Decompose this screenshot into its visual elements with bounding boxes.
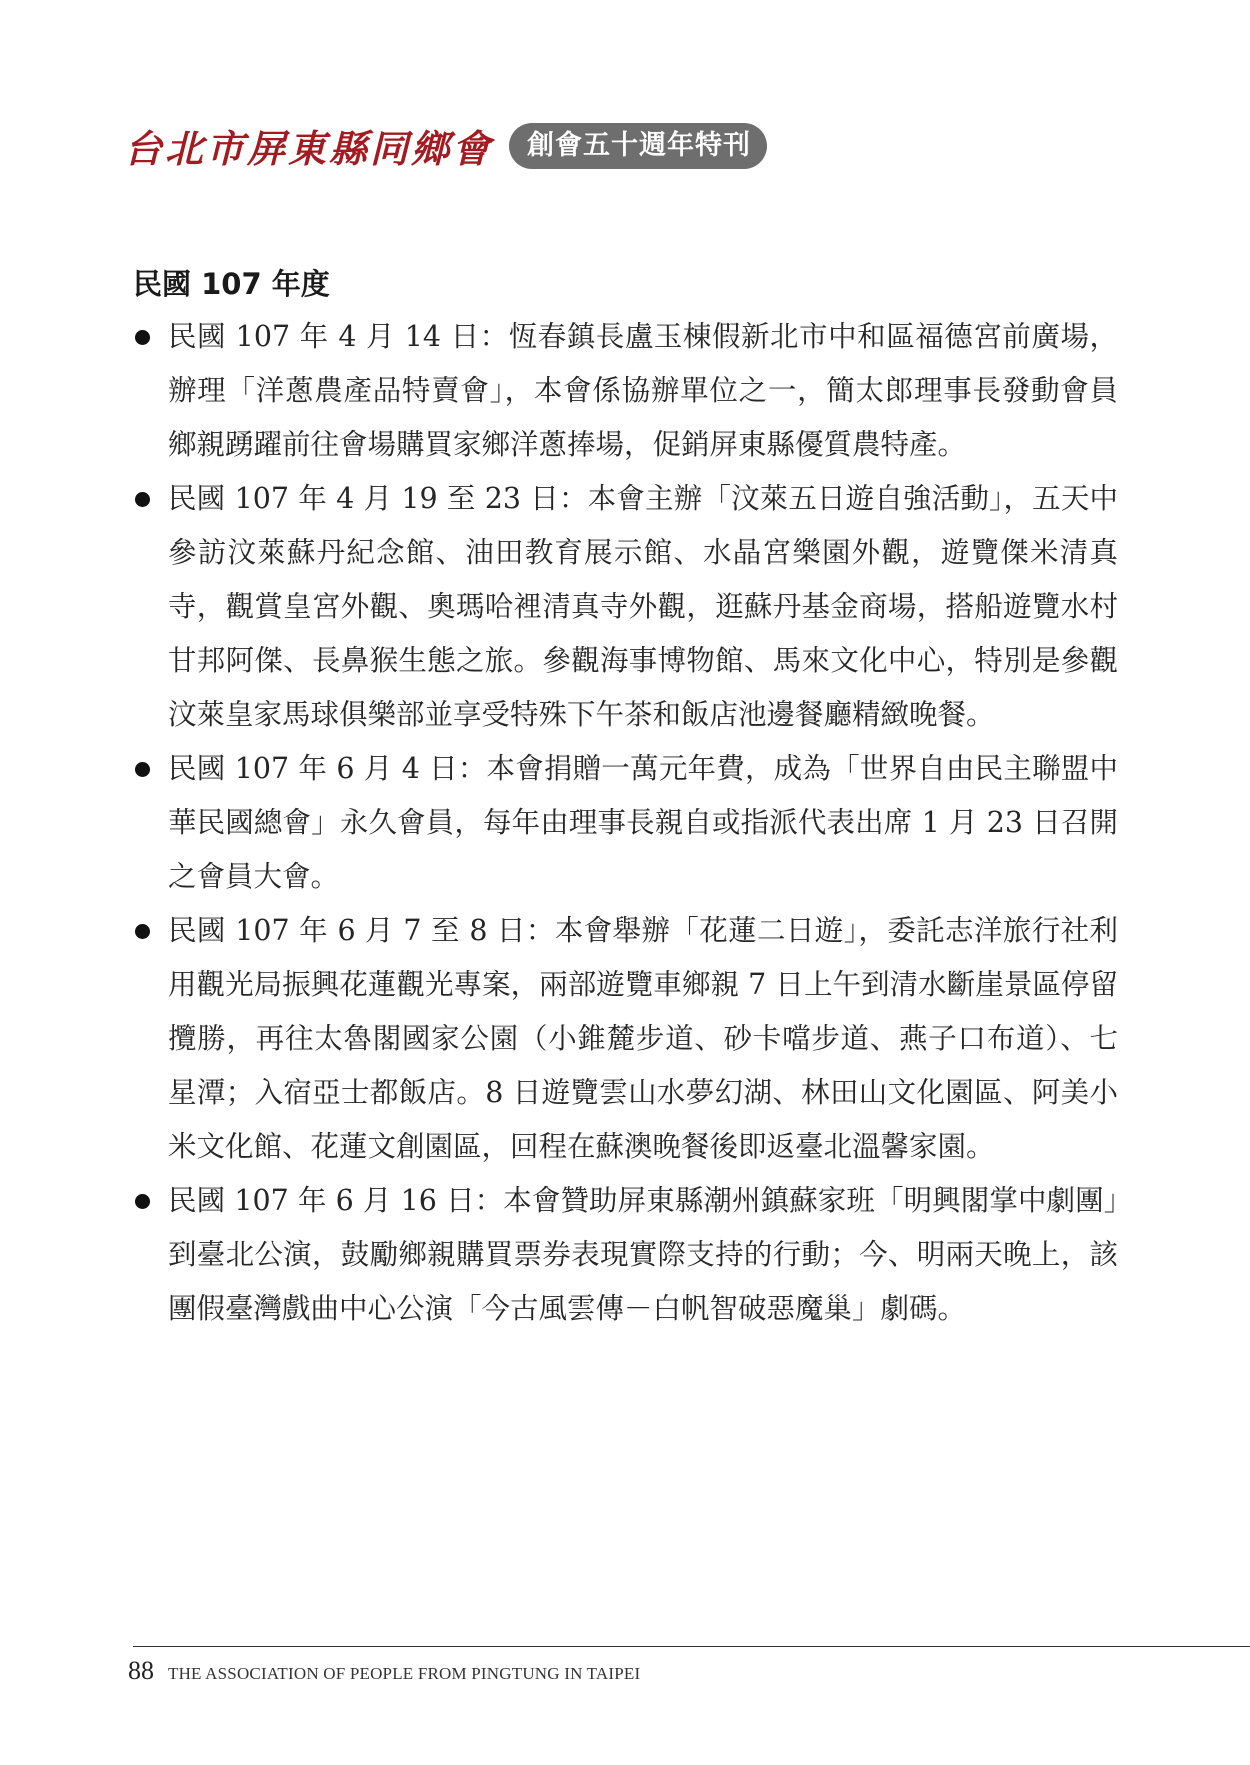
bullet-icon [135, 762, 150, 777]
event-entry-4 [133, 904, 1118, 1174]
event-list [133, 310, 1118, 1336]
event-text: 民國 107 年 6 月 4 日：本會捐贈一萬元年費，成為「世界自由民主聯盟中華民國總會」永久會員，每年由理事長親自或指派代表出席 1 月 23 日召開之會員大會。 [168, 752, 1118, 893]
section-heading: 民國 107 年度 [133, 267, 330, 301]
event-entry-3 [133, 742, 1118, 904]
page-number: 88 [128, 1656, 154, 1685]
event-text: 民國 107 年 6 月 16 日：本會贊助屏東縣潮州鎮蘇家班「明興閣掌中劇團」到臺北公演，鼓勵鄉親購買票券表現實際支持的行動；今、明兩天晚上，該團假臺灣戲曲中心公演「今古風雲傳－白帆智破惡魔巢」劇碼。 [168, 1184, 1118, 1325]
event-entry-5 [133, 1174, 1118, 1336]
special-issue-badge: 創會五十週年特刊 [509, 123, 767, 169]
page-header [124, 118, 767, 173]
bullet-icon [135, 330, 150, 345]
bullet-icon [135, 924, 150, 939]
footer-divider [133, 1646, 1250, 1647]
event-text: 民國 107 年 4 月 19 至 23 日：本會主辦「汶萊五日遊自強活動」，五天中參訪汶萊蘇丹紀念館、油田教育展示館、水晶宮樂園外觀，遊覽傑米清真寺，觀賞皇宮外觀、奧瑪哈裡清真寺外觀，逛蘇丹基金商場，搭船遊覽水村甘邦阿傑、長鼻猴生態之旅。參觀海事博物館、馬來文化中心，特別是參觀汶萊皇家馬球俱樂部並享受特殊下午茶和飯店池邊餐廳精緻晚餐。 [168, 482, 1118, 731]
event-entry-2 [133, 472, 1118, 742]
bullet-icon [135, 1194, 150, 1209]
bullet-icon [135, 492, 150, 507]
event-text: 民國 107 年 4 月 14 日：恆春鎮長盧玉棟假新北市中和區福德宮前廣場，辦理「洋蔥農產品特賣會」，本會係協辦單位之一，簡太郎理事長發動會員鄉親踴躍前往會場購買家鄉洋蔥捧場，促銷屏東縣優質農特產。 [168, 320, 1118, 461]
event-entry-1 [133, 310, 1118, 472]
publication-name: THE ASSOCIATION OF PEOPLE FROM PINGTUNG IN TAIPEI [168, 1664, 641, 1683]
organization-title: 台北市屏東縣同鄉會 [124, 126, 494, 171]
event-text: 民國 107 年 6 月 7 至 8 日：本會舉辦「花蓮二日遊」，委託志洋旅行社利用觀光局振興花蓮觀光專案，兩部遊覽車鄉親 7 日上午到清水斷崖景區停留攬勝，再往太魯閣國家公園（小錐麓步道、砂卡噹步道、燕子口布道）、七星潭；入宿亞士都飯店。8 日遊覽雲山水夢幻湖、林田山文化園區、阿美小米文化館、花蓮文創園區，回程在蘇澳晚餐後即返臺北溫馨家園。 [168, 914, 1118, 1163]
page-footer [128, 1656, 640, 1686]
